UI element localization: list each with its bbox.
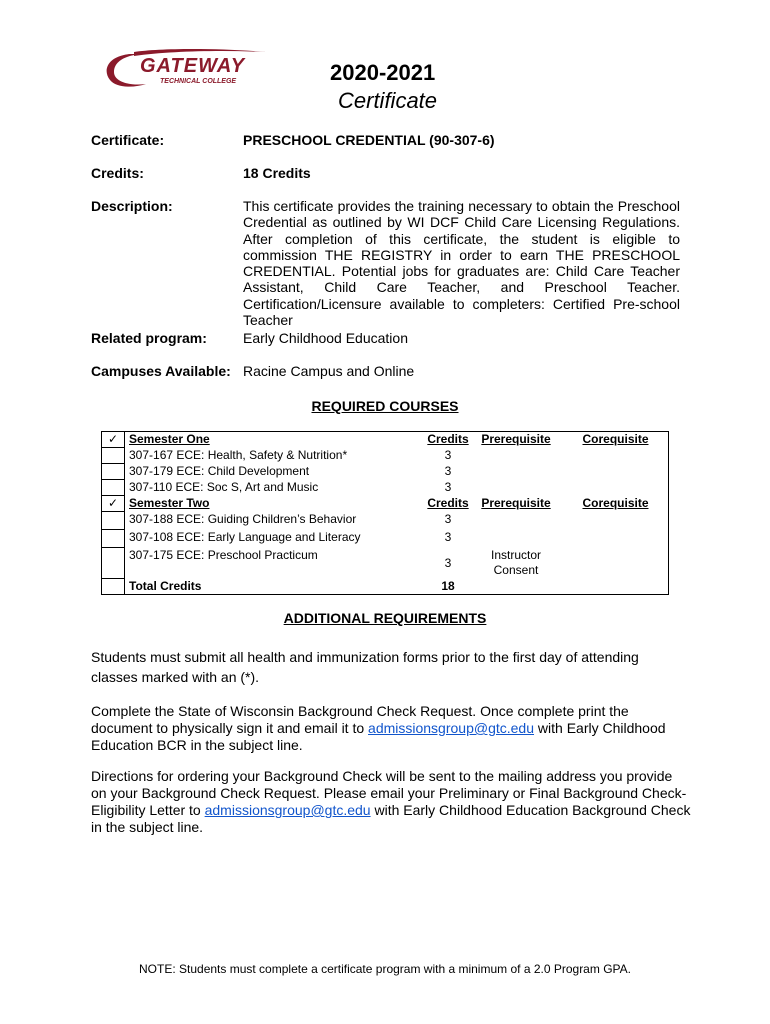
paragraph-background-check [91,703,691,754]
table-row [102,464,669,480]
credits-label: Credits: [91,165,144,181]
campuses-label: Campuses Available: [91,363,231,379]
prereq-line-2: Consent [493,562,539,577]
paragraph-line: classes marked with an (*). [91,669,260,685]
col-credits: Credits [427,495,469,510]
paragraph-text: with Early Childhood Education Background Check in the subject line. [91,802,691,835]
gateway-logo [100,48,268,90]
prereq-line-1: Instructor [490,547,541,562]
table-row [102,480,669,496]
course-name: 307-167 ECE: Health, Safety & Nutrition* [129,447,348,462]
course-credits: 3 [444,463,452,478]
col-prerequisite: Prerequisite [481,432,551,446]
col-credits: Credits [427,432,469,446]
table-row [102,548,669,579]
certificate-label: Certificate: [91,132,165,148]
gpa-note: NOTE: Students must complete a certificate program with a minimum of a 2.0 Program GPA. [139,962,631,976]
required-courses-heading: REQUIRED COURSES [311,398,459,414]
courses-table [101,431,669,595]
description-value: This certificate provides the training necessary to obtain the Preschool Credential as outlined by WI DCF Child Care Licensing Regulations. After completion of this certificate, the student is eligible to commission THE REGISTRY in order to earn THE PRESCHOOL CREDENTIAL. Potential jobs for graduates are: Child Care Teacher Assistant, Child Care Teacher, and Preschool Teacher. Certification/Licensure available to completers: Certified Pre-school Teacher [243,198,680,329]
paragraph-text: Complete the State of Wisconsin Background Check Request. Once complete print the document to physically sign it and email it to [91,703,629,736]
title-year: 2020-2021 [330,60,436,85]
checkbox-cell [102,480,125,496]
course-name: 307-110 ECE: Soc S, Art and Music [129,479,319,494]
paragraph-text: Directions for ordering your Background Check will be sent to the mailing address you provide on your Background Check Request. Please email your Preliminary or Final Background Check-Eligibility Letter to [91,768,687,818]
course-name: 307-188 ECE: Guiding Children’s Behavior [129,511,357,526]
additional-requirements-heading: ADDITIONAL REQUIREMENTS [283,610,487,626]
semester-two-label: Semester Two [129,495,210,510]
table-row [102,512,669,530]
paragraph-directions [91,768,691,836]
program-label: Related program: [91,330,207,346]
paragraph-line: Students must submit all health and immunization forms prior to the first day of attending [91,649,639,665]
col-corequisite: Corequisite [582,495,649,510]
checkbox-cell [102,512,125,530]
checkbox-cell [102,464,125,480]
total-value: 18 [441,578,455,593]
paragraph-health-forms [91,647,691,687]
semester-one-header-row [102,432,669,448]
total-row [102,579,669,595]
semester-one-label: Semester One [129,432,210,446]
course-name: 307-108 ECE: Early Language and Literacy [129,529,361,544]
table-row [102,530,669,548]
course-credits: 3 [444,529,452,544]
email-link[interactable]: admissionsgroup@gtc.edu [368,720,535,736]
credits-value: 18 Credits [243,165,311,181]
course-credits: 3 [444,479,452,494]
course-credits: 3 [444,511,452,526]
semester-two-header-row [102,496,669,512]
table-row [102,448,669,464]
logo-sub: TECHNICAL COLLEGE [160,78,237,85]
check-icon: ✓ [102,496,125,512]
campuses-value: Racine Campus and Online [243,363,415,379]
description-label: Description: [91,198,173,214]
course-credits: 3 [444,556,452,570]
checkbox-cell [102,448,125,464]
course-credits: 3 [444,447,452,462]
col-corequisite: Corequisite [582,432,649,446]
certificate-value: PRESCHOOL CREDENTIAL (90-307-6) [243,132,495,148]
col-prerequisite: Prerequisite [481,495,551,510]
course-name: 307-179 ECE: Child Development [129,463,310,478]
total-label: Total Credits [129,578,202,593]
checkbox-cell [102,548,125,579]
checkbox-cell [102,530,125,548]
title-type: Certificate [338,88,438,113]
check-icon: ✓ [102,432,125,448]
course-prerequisite [469,548,563,579]
logo-brand: GATEWAY [140,55,246,77]
program-value: Early Childhood Education [243,330,408,346]
email-link[interactable]: admissionsgroup@gtc.edu [204,802,371,818]
paragraph-text: with Early Childhood Education BCR in the subject line. [91,720,666,753]
course-name: 307-175 ECE: Preschool Practicum [129,547,318,562]
